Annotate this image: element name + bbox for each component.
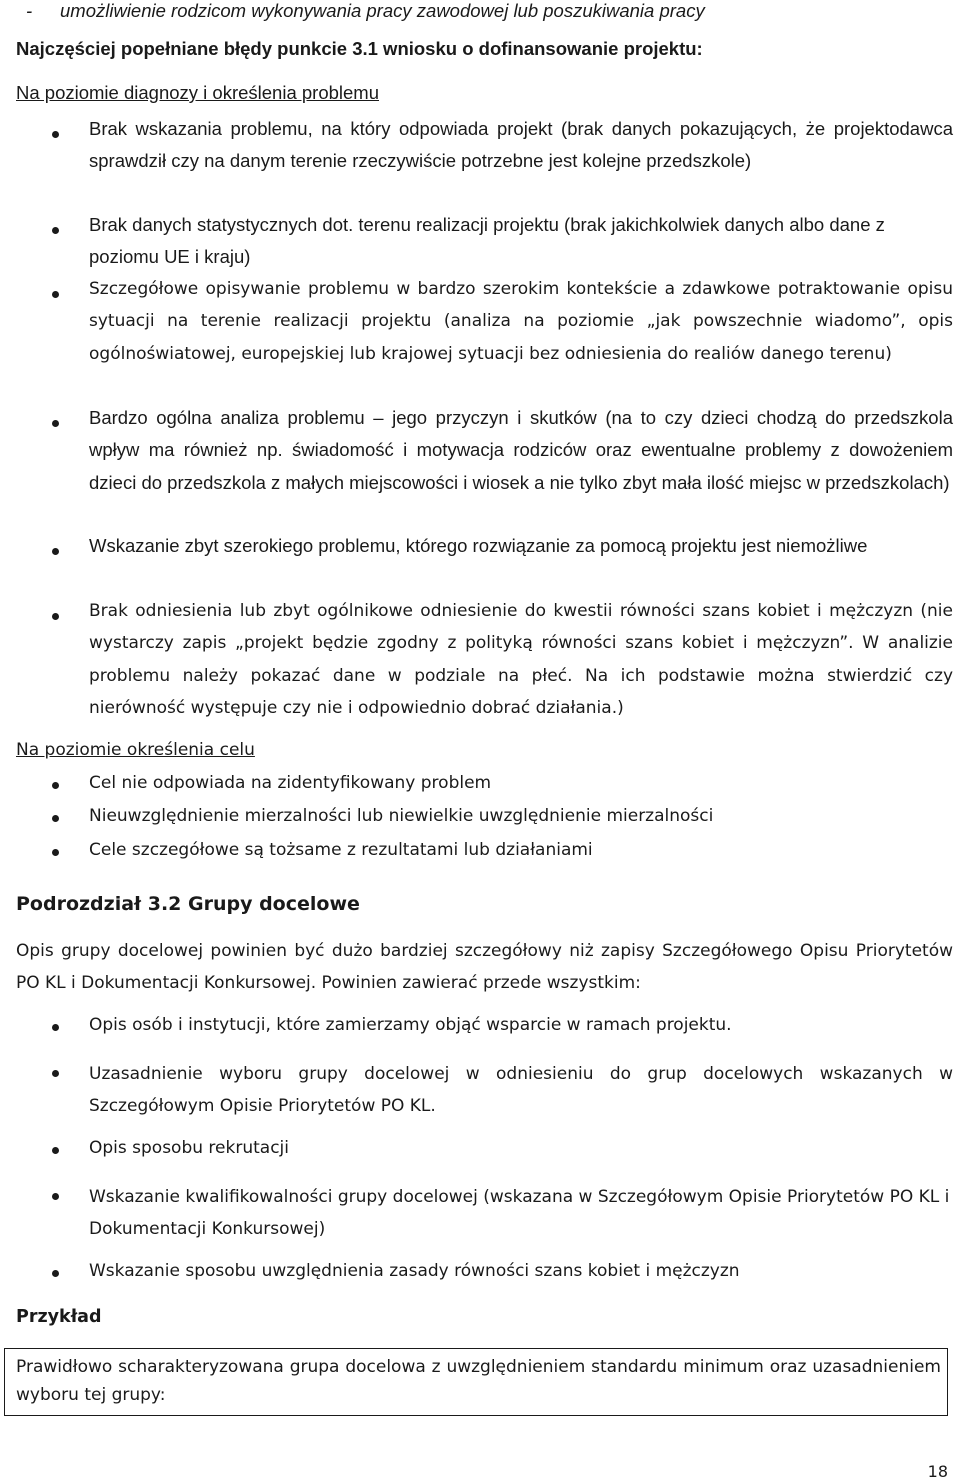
- diagnosis-item-2: Brak danych statystycznych dot. terenu realizacji projektu (brak jakichkolwiek danych albo dane z poziomu UE i kraju): [89, 214, 885, 268]
- target-intro: Opis grupy docelowej powinien być dużo bardziej szczegółowy niż zapisy Szczegółowego Opisu Priorytetów PO KL i Dokumentacji Konkursowej. Powinien zawierać przede wszystkim:: [16, 941, 953, 994]
- diagnosis-item-6: Brak odniesienia lub zbyt ogólnikowe odniesienie do kwestii równości szans kobiet i mężczyzn (nie wystarczy zapis „projekt będzie zgodny z polityką równości szans kobiet i mężczyzn”. W analizie problemu należy pokazać dane w podziale na płeć. Na ich podstawie można stwierdzić czy nierówność występuje czy nie i odpowiednio dobrać działania.): [89, 601, 953, 718]
- diagnosis-item-1: Brak wskazania problemu, na który odpowiada projekt (brak danych pokazujących, że projektodawca sprawdził czy na danym terenie rzeczywiście potrzebne jest kolejne przedszkole): [89, 118, 953, 172]
- target-item-5: Wskazanie sposobu uwzględnienia zasady równości szans kobiet i mężczyzn: [89, 1261, 740, 1281]
- example-box: Prawidłowo scharakteryzowana grupa docelowa z uwzględnieniem standardu minimum oraz uzasadnieniem wyboru tej grupy:: [4, 1348, 948, 1416]
- bullet-icon: [52, 1024, 59, 1031]
- bullet-icon: [52, 815, 59, 822]
- target-item-4: Wskazanie kwalifikowalności grupy docelowej (wskazana w Szczegółowym Opisie Priorytetów PO KL i Dokumentacji Konkursowej): [89, 1187, 950, 1240]
- bullet-icon: [52, 420, 59, 427]
- diagnosis-item-3: Szczegółowe opisywanie problemu w bardzo szerokim kontekście a zdawkowe potraktowanie opisu sytuacji na terenie realizacji projektu (analiza na poziomie „jak powszechnie wiadomo”, opis ogólnoświatowej, europejskiej lub krajowej sytuacji bez odniesienia do realiów danego terenu): [89, 279, 953, 364]
- example-heading: Przykład: [16, 1307, 102, 1327]
- bullet-icon: [52, 1070, 59, 1077]
- bullet-icon: [52, 1147, 59, 1154]
- goal-item-3: Cele szczegółowe są tożsame z rezultatami lub działaniami: [89, 840, 593, 860]
- target-item-1: Opis osób i instytucji, które zamierzamy objąć wsparcie w ramach projektu.: [89, 1015, 732, 1035]
- errors-title: Najczęściej popełniane błędy punkcie 3.1 wniosku o dofinansowanie projektu:: [16, 38, 703, 59]
- bullet-icon: [52, 227, 59, 234]
- bullet-icon: [52, 613, 59, 620]
- top-line-text: umożliwienie rodzicom wykonywania pracy zawodowej lub poszukiwania pracy: [60, 0, 705, 21]
- target-item-3: Opis sposobu rekrutacji: [89, 1138, 289, 1158]
- goal-item-1: Cel nie odpowiada na zidentyfikowany problem: [89, 773, 492, 793]
- bullet-icon: [52, 1270, 59, 1277]
- goal-item-2: Nieuwzględnienie mierzalności lub niewielkie uwzględnienie mierzalności: [89, 806, 714, 826]
- bullet-icon: [52, 548, 59, 555]
- bullet-icon: [52, 1193, 59, 1200]
- target-heading: Podrozdział 3.2 Grupy docelowe: [16, 893, 360, 915]
- diagnosis-item-5: Wskazanie zbyt szerokiego problemu, którego rozwiązanie za pomocą projektu jest niemożliwe: [89, 535, 868, 556]
- diagnosis-heading: Na poziomie diagnozy i określenia problemu: [16, 82, 379, 103]
- bullet-icon: [52, 291, 59, 298]
- diagnosis-item-4: Bardzo ogólna analiza problemu – jego przyczyn i skutków (na to czy dzieci chodzą do przedszkola wpływ ma również np. świadomość i motywacja rodziców oraz ewentualne problemy z dowożeniem dzieci do przedszkola z małych miejscowości i wiosek a nie tylko zbyt mała ilość miejsc w przedszkolach): [89, 407, 953, 493]
- bullet-icon: [52, 849, 59, 856]
- bullet-icon: [52, 131, 59, 138]
- target-item-2: Uzasadnienie wyboru grupy docelowej w odniesieniu do grup docelowych wskazanych w Szczegółowym Opisie Priorytetów PO KL.: [89, 1064, 953, 1117]
- bullet-icon: [52, 782, 59, 789]
- goal-heading: Na poziomie określenia celu: [16, 740, 255, 760]
- page-number: 18: [927, 1462, 948, 1481]
- top-line-dash: -: [26, 0, 33, 21]
